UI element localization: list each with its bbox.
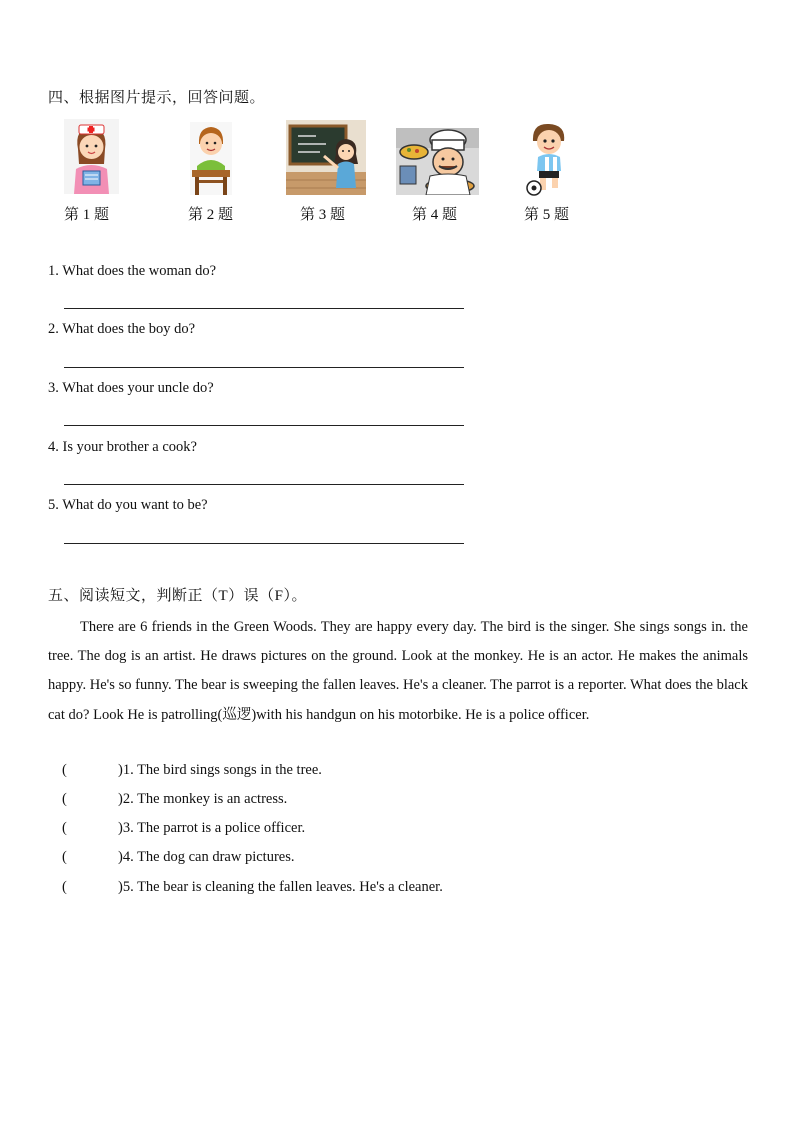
reading-passage: There are 6 friends in the Green Woods. They are happy every day. The bird is the singer. She sings songs in. the tree. The dog is an artist. He draws pictures on the ground. Look at the monkey. He is an actor. He makes the animals happy. He's so funny. The bear is sweeping the fallen leaves. He's a cleaner. The parrot is a reporter. What does the black cat do? Look He is patrolling(巡逻)with his handgun on his motorbike. He is a police officer. — [48, 619, 748, 723]
teacher-picture — [286, 120, 366, 195]
question-1: 1. What does the woman do? — [48, 263, 217, 279]
question-5: 5. What do you want to be? — [48, 497, 208, 513]
answer-blank-4[interactable]: ( — [62, 849, 67, 865]
answer-line-3[interactable] — [64, 425, 464, 426]
answer-blank-5[interactable]: ( — [62, 879, 67, 895]
tf-item-2 — [62, 791, 287, 808]
answer-line-2[interactable] — [64, 367, 464, 368]
tf-statement-5: )5. The bear is cleaning the fallen leaves. He's a cleaner. — [118, 879, 443, 895]
tf-item-1 — [62, 762, 322, 779]
tf-item-4 — [62, 849, 295, 866]
section-4-title: 四、根据图片提示，回答问题。 — [48, 90, 266, 106]
answer-blank-2[interactable]: ( — [62, 791, 67, 807]
cook-picture — [396, 128, 479, 195]
football-player-picture — [524, 121, 572, 196]
answer-blank-1[interactable]: ( — [62, 762, 67, 778]
caption-2: 第 2 题 — [188, 207, 234, 223]
tf-statement-1: )1. The bird sings songs in the tree. — [118, 762, 322, 778]
tf-item-3 — [62, 820, 305, 837]
question-2: 2. What does the boy do? — [48, 321, 196, 337]
answer-blank-3[interactable]: ( — [62, 820, 67, 836]
answer-line-1[interactable] — [64, 308, 464, 309]
tf-statement-3: )3. The parrot is a police officer. — [118, 820, 306, 836]
question-4: 4. Is your brother a cook? — [48, 439, 197, 455]
question-3: 3. What does your uncle do? — [48, 380, 214, 396]
nurse-picture — [64, 119, 119, 194]
answer-line-5[interactable] — [64, 543, 464, 544]
caption-1: 第 1 题 — [64, 207, 110, 223]
tf-item-5 — [62, 879, 443, 896]
student-picture — [190, 122, 232, 195]
answer-line-4[interactable] — [64, 484, 464, 485]
caption-3: 第 3 题 — [300, 207, 346, 223]
tf-statement-2: )2. The monkey is an actress. — [118, 791, 288, 807]
caption-4: 第 4 题 — [412, 207, 458, 223]
tf-statement-4: )4. The dog can draw pictures. — [118, 849, 295, 865]
section-5-title: 五、阅读短文，判断正（T）误（F）。 — [48, 588, 308, 604]
caption-5: 第 5 题 — [524, 207, 570, 223]
